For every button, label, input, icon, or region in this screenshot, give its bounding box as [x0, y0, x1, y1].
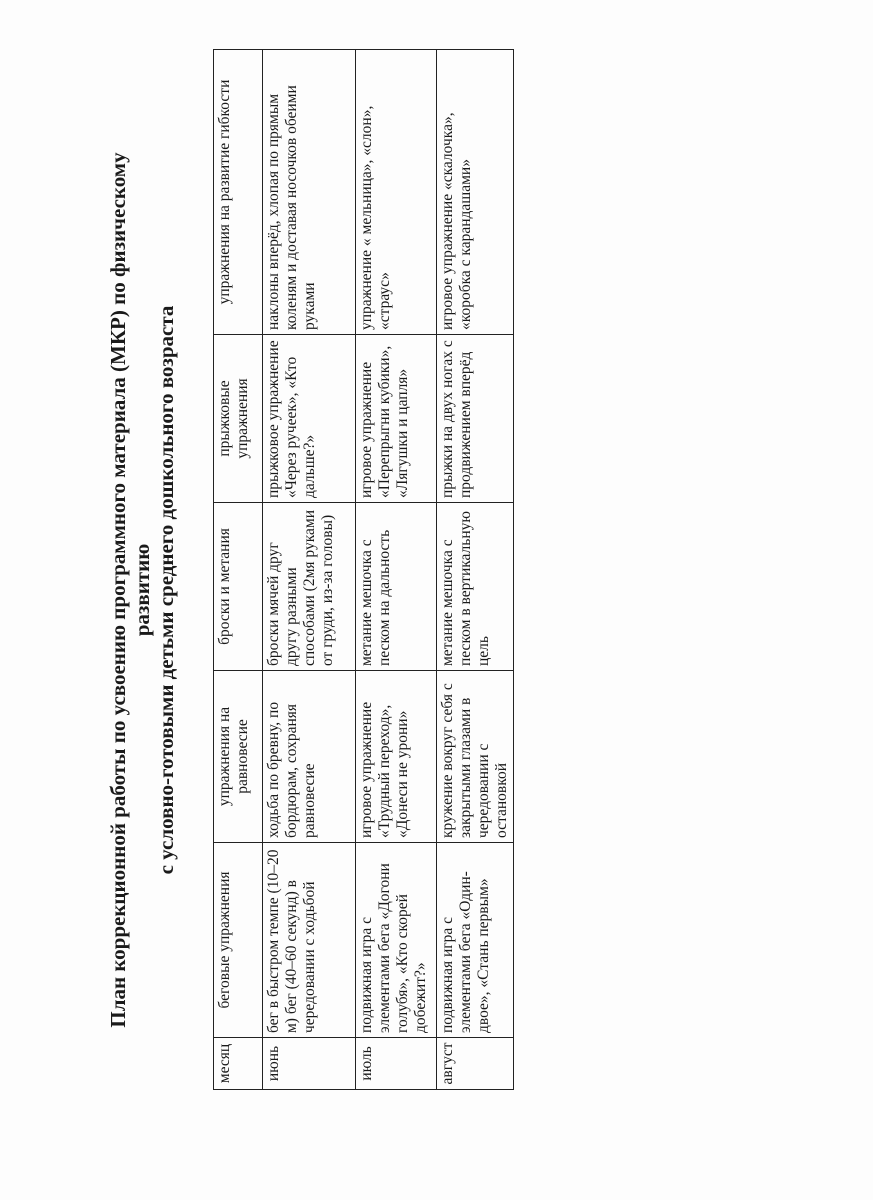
table-row: [263, 50, 356, 1090]
cell-month: июль: [356, 1038, 437, 1090]
cell-throwing: метание мешочка с песком в вертикальную цель: [437, 503, 514, 671]
cell-flexibility: упражнение « мельница», «слон», «страус»: [356, 50, 437, 335]
title-line-1: План коррекционной работы по усвоению программного материала (МКР) по физическому: [106, 152, 130, 1028]
header-running: беговые упражнения: [214, 843, 263, 1038]
cell-jumping: прыжки на двух ногах с продвижением вперёд: [437, 335, 514, 503]
cell-jumping: прыжковое упражнение «Через ручеек», «Кто дальше?»: [263, 335, 356, 503]
rotated-content: [80, 30, 860, 1150]
table-row: [437, 50, 514, 1090]
cell-month: июнь: [263, 1038, 356, 1090]
header-flexibility: упражнения на развитие гибкости: [214, 50, 263, 335]
cell-running: бег в быстром темпе (10–20 м) бег (40–60 секунд) в чередовании с ходьбой: [263, 843, 356, 1038]
table-row: [356, 50, 437, 1090]
cell-balance: кружение вокруг себя с закрытыми глазами в чередовании с остановкой: [437, 671, 514, 843]
header-month: месяц: [214, 1038, 263, 1090]
title-line-2: развитию: [130, 543, 154, 637]
header-throwing: броски и метания: [214, 503, 263, 671]
document-title: [106, 30, 178, 1150]
cell-balance: игровое упражнение «Трудный переход», «Донеси не урони»: [356, 671, 437, 843]
title-line-3: с условно-готовыми детьми среднего дошкольного возраста: [154, 305, 178, 875]
cell-flexibility: игровое упражнение «скалочка», «коробка с карандашами»: [437, 50, 514, 335]
cell-running: подвижная игра с элементами бега «Догони голубя», «Кто скорей добежит?»: [356, 843, 437, 1038]
cell-month: август: [437, 1038, 514, 1090]
cell-balance: ходьба по бревну, по бордюрам, сохраняя равновесие: [263, 671, 356, 843]
cell-throwing: метание мешочка с песком на дальность: [356, 503, 437, 671]
header-balance: упражнения на равновесие: [214, 671, 263, 843]
cell-jumping: игровое упражнение «Перепрыгни кубики», «Лягушки и цапля»: [356, 335, 437, 503]
cell-flexibility: наклоны вперёд, хлопая по прямым коленям и доставая носочков обеими руками: [263, 50, 356, 335]
cell-running: подвижная игра с элементами бега «Один-двое», «Стань первым»: [437, 843, 514, 1038]
table-header-row: [214, 50, 263, 1090]
header-jumping: прыжковые упражнения: [214, 335, 263, 503]
cell-throwing: броски мячей друг другу разными способами (2мя руками от груди, из-за головы): [263, 503, 356, 671]
correction-plan-table: [213, 49, 514, 1090]
